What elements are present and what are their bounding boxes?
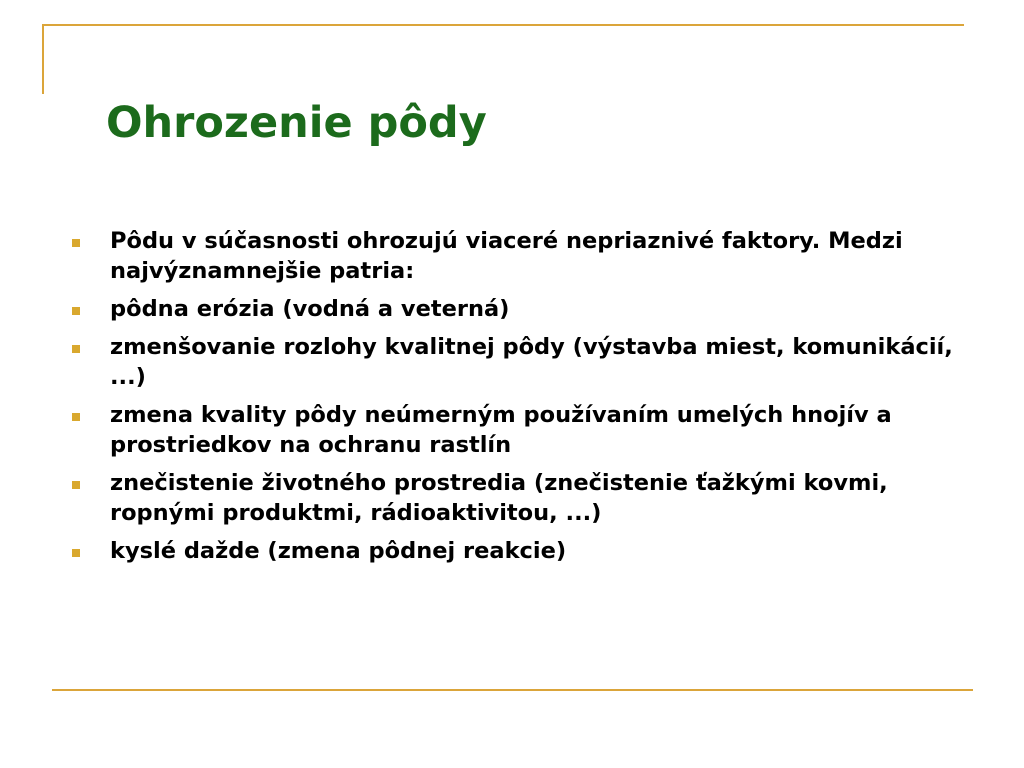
bullet-text: Pôdu v súčasnosti ohrozujú viaceré nepriaznivé faktory. Medzi najvýznamnejšie patria: <box>110 228 903 284</box>
square-bullet-icon <box>72 345 80 353</box>
bullet-text: zmenšovanie rozlohy kvalitnej pôdy (výstavba miest, komunikácií, ...) <box>110 334 953 390</box>
bullet-text: znečistenie životného prostredia (znečistenie ťažkými kovmi, ropnými produktmi, rádioaktivitou, ...) <box>110 470 888 526</box>
bullet-item <box>70 332 970 392</box>
square-bullet-icon <box>72 413 80 421</box>
bullet-text: zmena kvality pôdy neúmerným používaním umelých hnojív a prostriedkov na ochranu rastlín <box>110 402 892 458</box>
bullet-item <box>70 536 970 566</box>
square-bullet-icon <box>72 481 80 489</box>
top-accent-line <box>42 24 964 26</box>
square-bullet-icon <box>72 307 80 315</box>
square-bullet-icon <box>72 239 80 247</box>
bullet-item <box>70 294 970 324</box>
slide-title: Ohrozenie pôdy <box>106 98 487 148</box>
left-accent-line <box>42 24 44 94</box>
bottom-accent-line <box>52 689 973 691</box>
bullet-item <box>70 468 970 528</box>
bullet-text: pôdna erózia (vodná a veterná) <box>110 296 510 322</box>
bullet-text: kyslé dažde (zmena pôdnej reakcie) <box>110 538 567 564</box>
square-bullet-icon <box>72 549 80 557</box>
bullet-item <box>70 400 970 460</box>
bullet-list <box>70 226 970 574</box>
bullet-item <box>70 226 970 286</box>
